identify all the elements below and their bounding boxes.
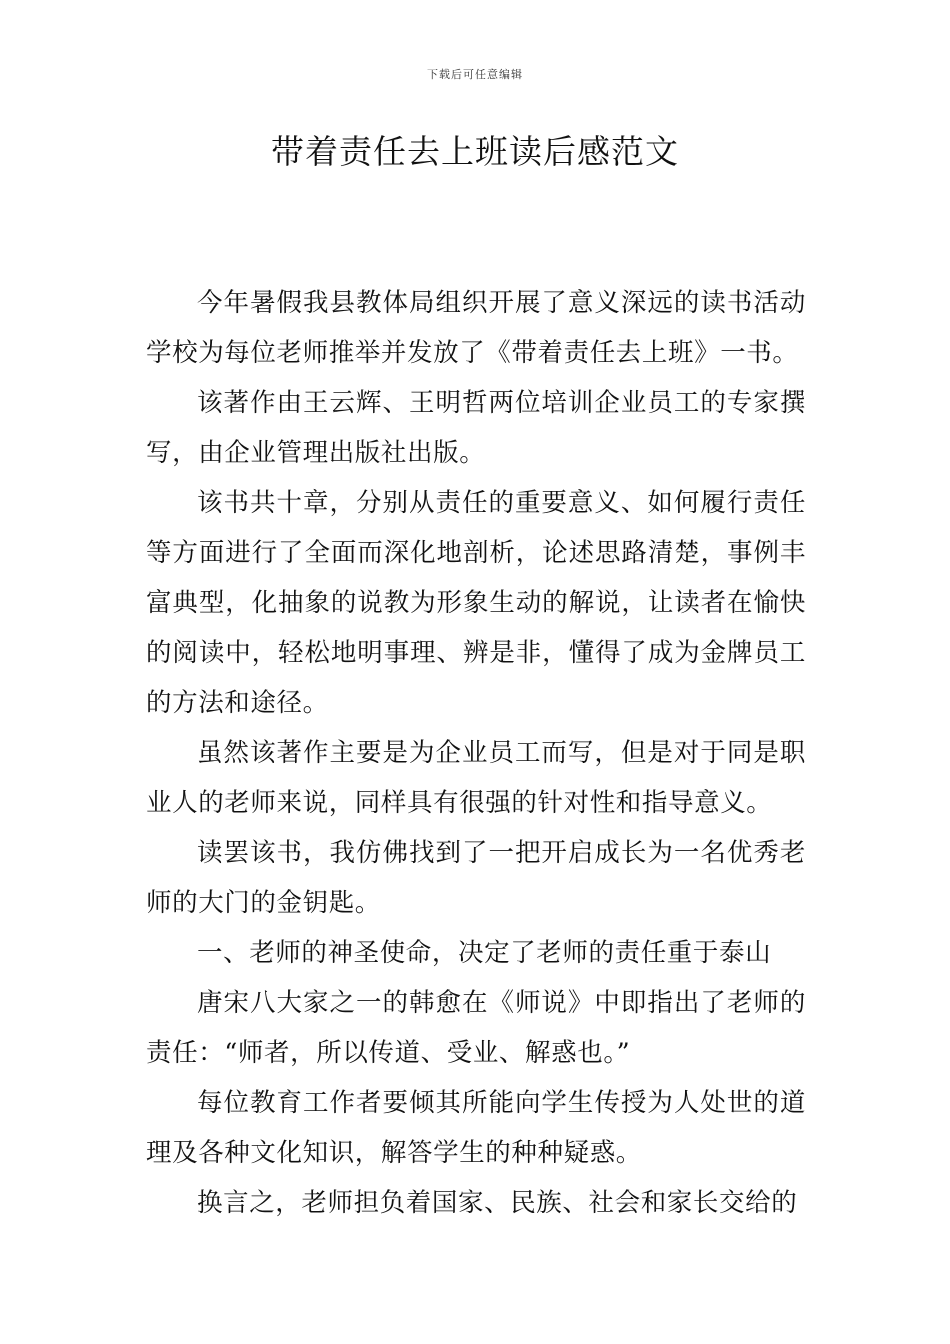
paragraph: 换言之，老师担负着国家、民族、社会和家长交给的 — [197, 1188, 798, 1218]
document-title: 带着责任去上班读后感范文 — [271, 132, 679, 171]
paragraph: 唐宋八大家之一的韩愈在《师说》中即指出了老师的责任：“师者，所以传道、受业、解惑也。” — [146, 988, 806, 1068]
paragraph: 每位教育工作者要倾其所能向学生传授为人处世的道理及各种文化知识，解答学生的种种疑惑。 — [146, 1088, 806, 1168]
header-note: 下载后可任意编辑 — [427, 68, 523, 81]
paragraph: 读罢该书，我仿佛找到了一把开启成长为一名优秀老师的大门的金钥匙。 — [146, 838, 806, 918]
document-body — [146, 278, 806, 1228]
paragraph: 该书共十章，分别从责任的重要意义、如何履行责任等方面进行了全面而深化地剖析，论述思路清楚，事例丰富典型，化抽象的说教为形象生动的解说，让读者在愉快的阅读中，轻松地明事理、辨是非，懂得了成为金牌员工的方法和途径。 — [146, 488, 806, 718]
paragraph: 虽然该著作主要是为企业员工而写，但是对于同是职业人的老师来说，同样具有很强的针对性和指导意义。 — [146, 738, 806, 818]
paragraph: 今年暑假我县教体局组织开展了意义深远的读书活动学校为每位老师推举并发放了《带着责任去上班》一书。 — [146, 288, 806, 368]
section-heading: 一、老师的神圣使命，决定了老师的责任重于泰山 — [197, 938, 772, 968]
paragraph: 该著作由王云辉、王明哲两位培训企业员工的专家撰写，由企业管理出版社出版。 — [146, 388, 806, 468]
